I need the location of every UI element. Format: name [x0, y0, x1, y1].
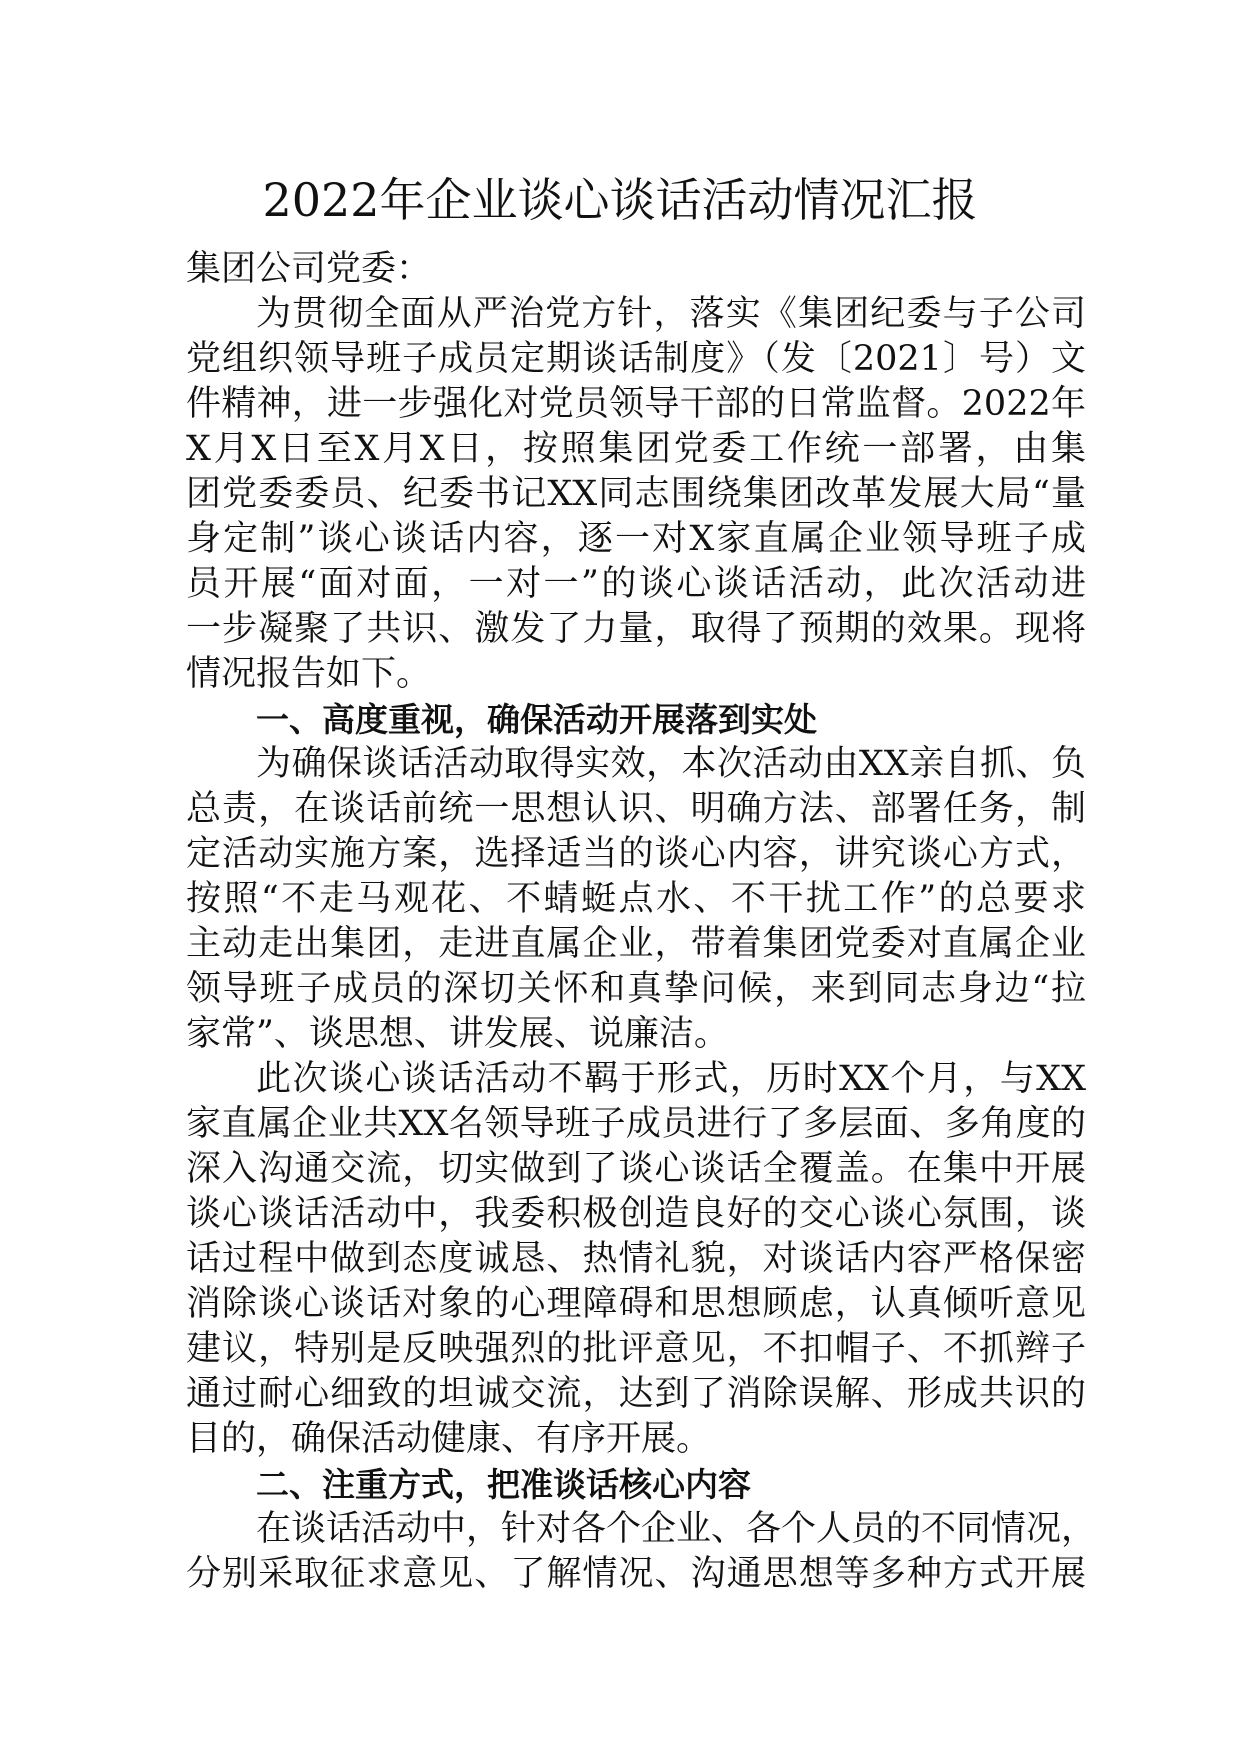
- paragraph-3-line: 目的，确保活动健康、有序开展。: [186, 1419, 712, 1459]
- paragraph-1-line: 团党委委员、纪委书记XX同志围绕集团改革发展大局“量: [186, 474, 1086, 514]
- paragraph-3-line: 话过程中做到态度诚恳、热情礼貌，对谈话内容严格保密: [186, 1239, 1086, 1279]
- paragraph-2-line: 定活动实施方案，选择适当的谈心内容，讲究谈心方式，: [186, 834, 1086, 874]
- paragraph-2-line: 按照“不走马观花、不蜻蜓点水、不干扰工作”的总要求: [186, 879, 1086, 919]
- paragraph-2-line: 为确保谈话活动取得实效，本次活动由XX亲自抓、负: [256, 744, 1086, 784]
- paragraph-3-line: 谈心谈话活动中，我委积极创造良好的交心谈心氛围，谈: [186, 1194, 1086, 1234]
- paragraph-3-line: 家直属企业共XX名领导班子成员进行了多层面、多角度的: [186, 1104, 1086, 1144]
- paragraph-2-line: 主动走出集团，走进直属企业，带着集团党委对直属企业: [186, 924, 1086, 964]
- paragraph-4-line: 分别采取征求意见、了解情况、沟通思想等多种方式开展: [186, 1554, 1086, 1594]
- paragraph-1-line: 身定制”谈心谈话内容，逐一对X家直属企业领导班子成: [186, 519, 1086, 559]
- paragraph-1-line: 件精神，进一步强化对党员领导干部的日常监督。2022年: [186, 384, 1086, 424]
- paragraph-3-line: 消除谈心谈话对象的心理障碍和思想顾虑，认真倾听意见: [186, 1284, 1086, 1324]
- paragraph-2-line: 领导班子成员的深切关怀和真挚问候，来到同志身边“拉: [186, 969, 1086, 1009]
- paragraph-4-line: 在谈话活动中，针对各个企业、各个人员的不同情况，: [256, 1509, 1097, 1549]
- paragraph-3-line: 深入沟通交流，切实做到了谈心谈话全覆盖。在集中开展: [186, 1149, 1086, 1189]
- section-heading-2: 二、注重方式，把准谈话核心内容: [256, 1465, 751, 1504]
- paragraph-1-line: 为贯彻全面从严治党方针，落实《集团纪委与子公司: [256, 294, 1086, 334]
- document-title: 2022年企业谈心谈话活动情况汇报: [262, 173, 978, 227]
- paragraph-3-line: 建议，特别是反映强烈的批评意见，不扣帽子、不抓辫子: [186, 1329, 1086, 1369]
- paragraph-1-line: 情况报告如下。: [186, 654, 432, 694]
- section-heading-1: 一、高度重视，确保活动开展落到实处: [256, 700, 817, 739]
- paragraph-1-line: 党组织领导班子成员定期谈话制度》（发〔2021〕号）文: [186, 339, 1086, 379]
- paragraph-1-line: 员开展“面对面，一对一”的谈心谈话活动，此次活动进: [186, 564, 1086, 604]
- paragraph-1-line: X月X日至X月X日，按照集团党委工作统一部署，由集: [186, 429, 1086, 469]
- paragraph-3-line: 通过耐心细致的坦诚交流，达到了消除误解、形成共识的: [186, 1374, 1086, 1414]
- paragraph-2-line: 总责，在谈话前统一思想认识、明确方法、部署任务，制: [186, 789, 1086, 829]
- document-body: [186, 247, 1097, 1597]
- paragraph-1-line: 一步凝聚了共识、激发了力量，取得了预期的效果。现将: [186, 609, 1086, 649]
- paragraph-3-line: 此次谈心谈话活动不羁于形式，历时XX个月，与XX: [256, 1059, 1086, 1099]
- paragraph-2-line: 家常”、谈思想、讲发展、说廉洁。: [186, 1014, 729, 1054]
- salutation: 集团公司党委：: [186, 249, 432, 289]
